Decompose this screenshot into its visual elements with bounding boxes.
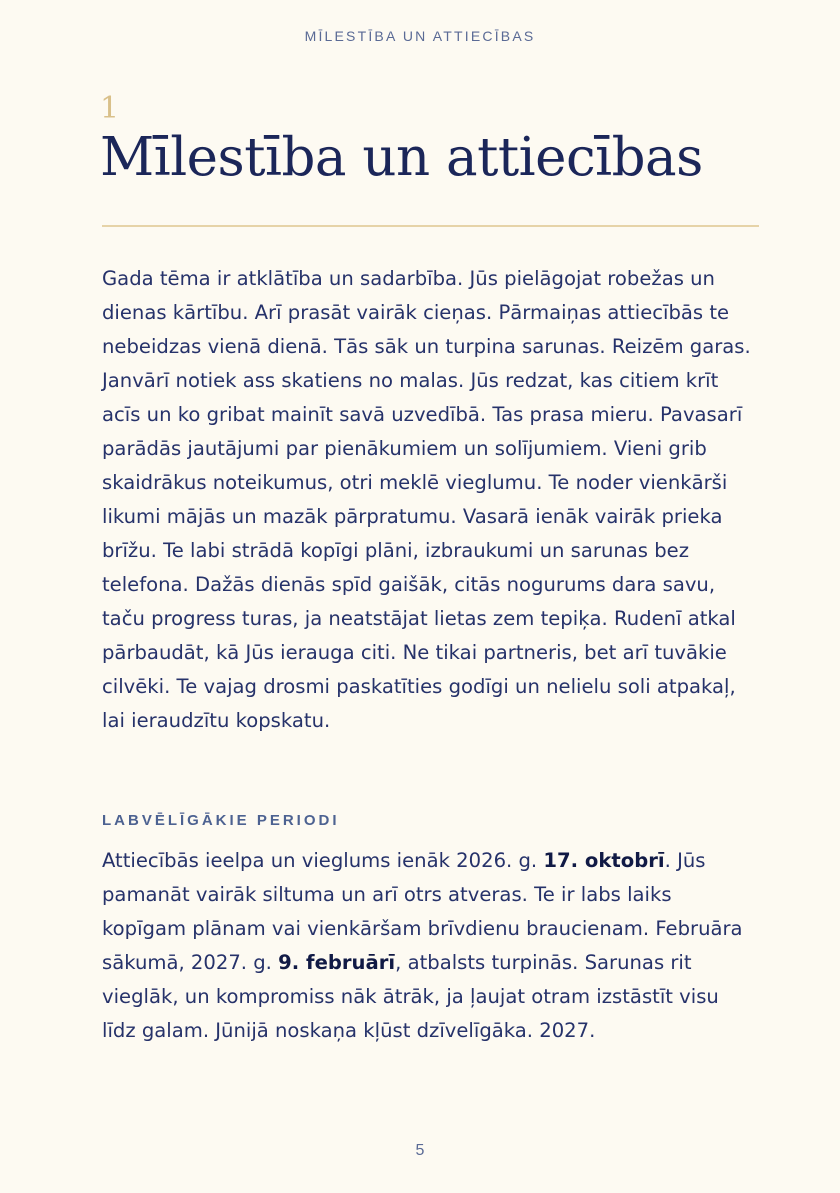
highlighted-date-1: 17. oktobrī (543, 849, 665, 872)
title-divider (102, 225, 759, 227)
highlighted-date-2: 9. februārī (278, 951, 396, 974)
page-number: 5 (415, 1142, 425, 1159)
favorable-periods-paragraph (102, 844, 754, 1048)
periods-text-part-1: Attiecībās ieelpa un vieglums ienāk 2026. g. (102, 849, 544, 872)
chapter-number: 1 (100, 91, 120, 126)
running-header: MĪLESTĪBA UN ATTIECĪBAS (304, 28, 536, 44)
intro-paragraph: Gada tēma ir atklātība un sadarbība. Jūs pielāgojat robežas un dienas kārtību. Arī prasāt vairāk cieņas. Pārmaiņas attiecībās te nebeidzas vienā dienā. Tās sāk un turpina sarunas. Reizēm garas. Janvārī notiek ass skatiens no malas. Jūs redzat, kas citiem krīt acīs un ko gribat mainīt savā uzvedībā. Tas prasa mieru. Pavasarī parādās jautājumi par pienākumiem un solījumiem. Vieni grib skaidrākus noteikumus, otri meklē vieglumu. Te noder vienkārši likumi mājās un mazāk pārpratumu. Vasarā ienāk vairāk prieka brīžu. Te labi strādā kopīgi plāni, izbraukumi un sarunas bez telefona. Dažās dienās spīd gaišāk, citās nogurums dara savu, taču progress turas, ja neatstājat lietas zem tepiķa. Rudenī atkal pārbaudāt, kā Jūs ierauga citi. Ne tikai partneris, bet arī tuvākie cilvēki. Te vajag drosmi paskatīties godīgi un nelielu soli atpakaļ, lai ieraudzītu kopskatu. (102, 267, 751, 732)
chapter-title: Mīlestība un attiecības (100, 127, 703, 188)
periods-text-part-2: . Jūs pamanāt vairāk siltuma un arī otrs atveras. Te ir labs laiks kopīgam plānam vai vienkāršam brīvdienu braucienam. Februāra sākumā, 2027. g. (102, 849, 743, 974)
periods-text-part-3: , atbalsts turpinās. Sarunas rit vieglāk, un kompromiss nāk ātrāk, ja ļaujat otram izstāstīt visu līdz galam. Jūnijā noskaņa kļūst dzīvelīgāka. 2027. (102, 951, 719, 1042)
favorable-periods-heading: LABVĒLĪGĀKIE PERIODI (102, 812, 340, 829)
